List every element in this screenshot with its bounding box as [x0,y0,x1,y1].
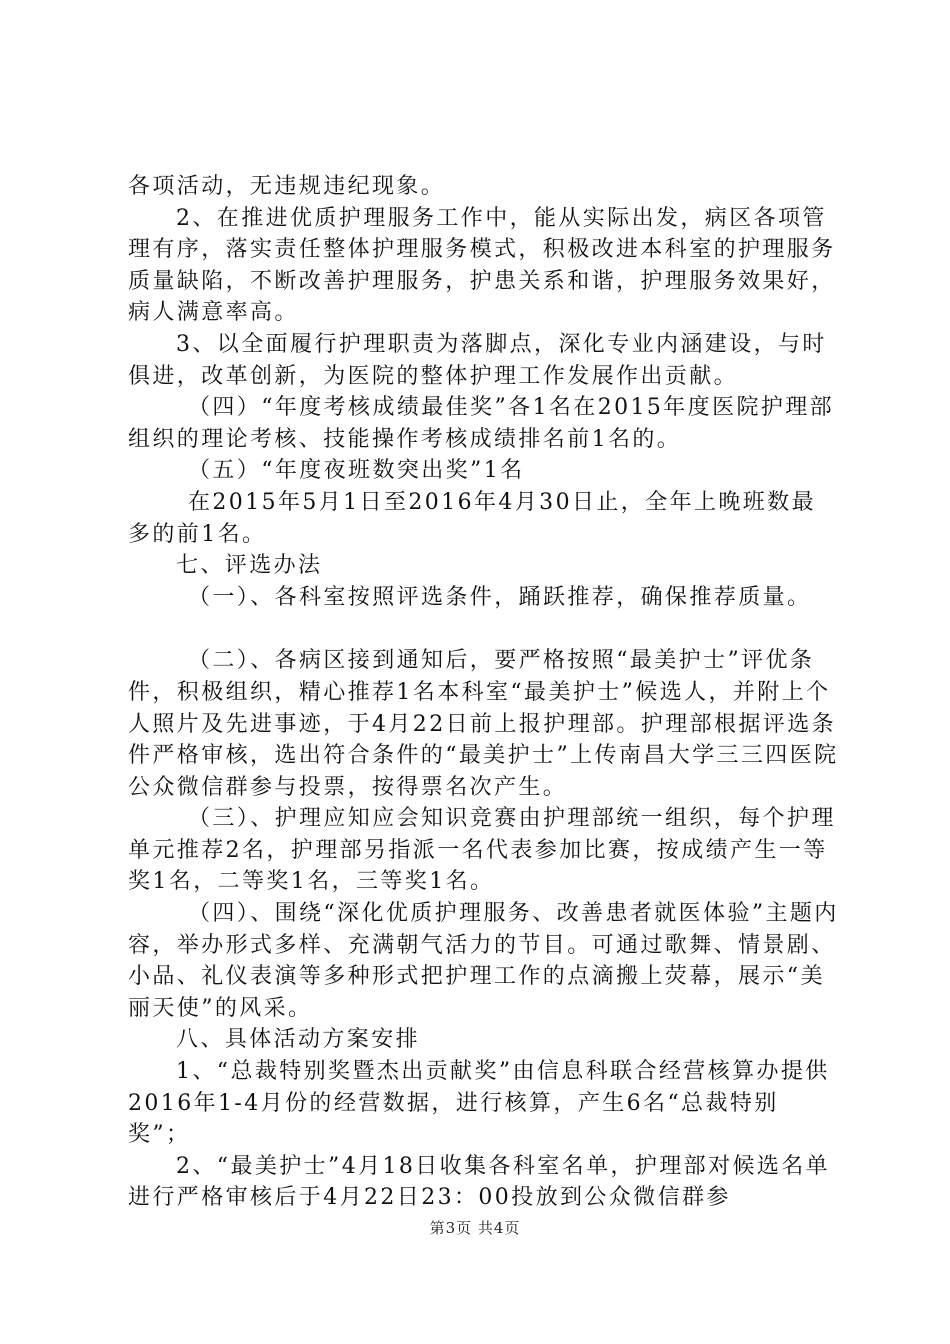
paragraph-10: （三）、护理应知应会知识竞赛由护理部统一组织，每个护理单元推荐2名，护理部另指派一名代表参加比赛，按成绩产生一等奖1名，二等奖1名，三等奖1名。 [128,806,836,895]
paragraph-8: （一）、各科室按照评选条件，踊跃推荐，确保推荐质量。 [188,584,812,610]
paragraph-6: 在2015年5月1日至2016年4月30日止，全年上晚班数最多的前1名。 [128,489,816,547]
paragraph-gap [128,613,840,645]
paragraph-12: 1、“总裁特别奖暨杰出贡献奖”由信息科联合经营核算办提供2016年1-4月份的经营数据，进行核算，产生6名“总裁特别奖”； [128,1059,830,1148]
paragraph-11: （四）、围绕“深化优质护理服务、改善患者就医体验”主题内容，举办形式多样、充满朝气活力的节目。可通过歌舞、情景剧、小品、礼仪表演等多种形式把护理工作的点滴搬上荧幕，展示“美丽天使”的风采。 [128,901,839,1021]
paragraph-5: （五）“年度夜班数突出奖”1名 [188,458,525,484]
paragraph-9: （二）、各病区接到通知后，要严格按照“最美护士”评优条件，积极组织，精心推荐1名本科室“最美护士”候选人，并附上个人照片及先进事迹，于4月22日前上报护理部。护理部根据评选条件严格审核，选出符合条件的“最美护士”上传南昌大学三三四医院公众微信群参与投票，按得票名次产生。 [128,648,839,800]
section-heading-8: 八、具体活动方案安排 [176,1027,421,1053]
paragraph-1: 各项活动，无违规违纪现象。 [128,174,446,199]
paragraph-3: 3、以全面履行护理职责为落脚点，深化专业内涵建设，与时俱进，改革创新，为医院的整体护理工作发展作出贡献。 [128,331,827,389]
page-footer: 第3页 共4页 [429,1219,521,1237]
document-body [128,171,840,1214]
paragraph-2: 2、在推进优质护理服务工作中，能从实际出发，病区各项管理有序，落实责任整体护理服务模式，积极改进本科室的护理服务质量缺陷，不断改善护理服务，护患关系和谐，护理服务效果好，病人满意率高。 [128,205,836,326]
section-heading-7: 七、评选办法 [176,553,323,579]
paragraph-13: 2、“最美护士”4月18日收集各科室名单，护理部对候选名单进行严格审核后于4月22日23：00投放到公众微信群参 [128,1153,831,1211]
paragraph-4: （四）“年度考核成绩最佳奖”各1名在2015年度医院护理部组织的理论考核、技能操作考核成绩排名前1名的。 [128,395,835,452]
